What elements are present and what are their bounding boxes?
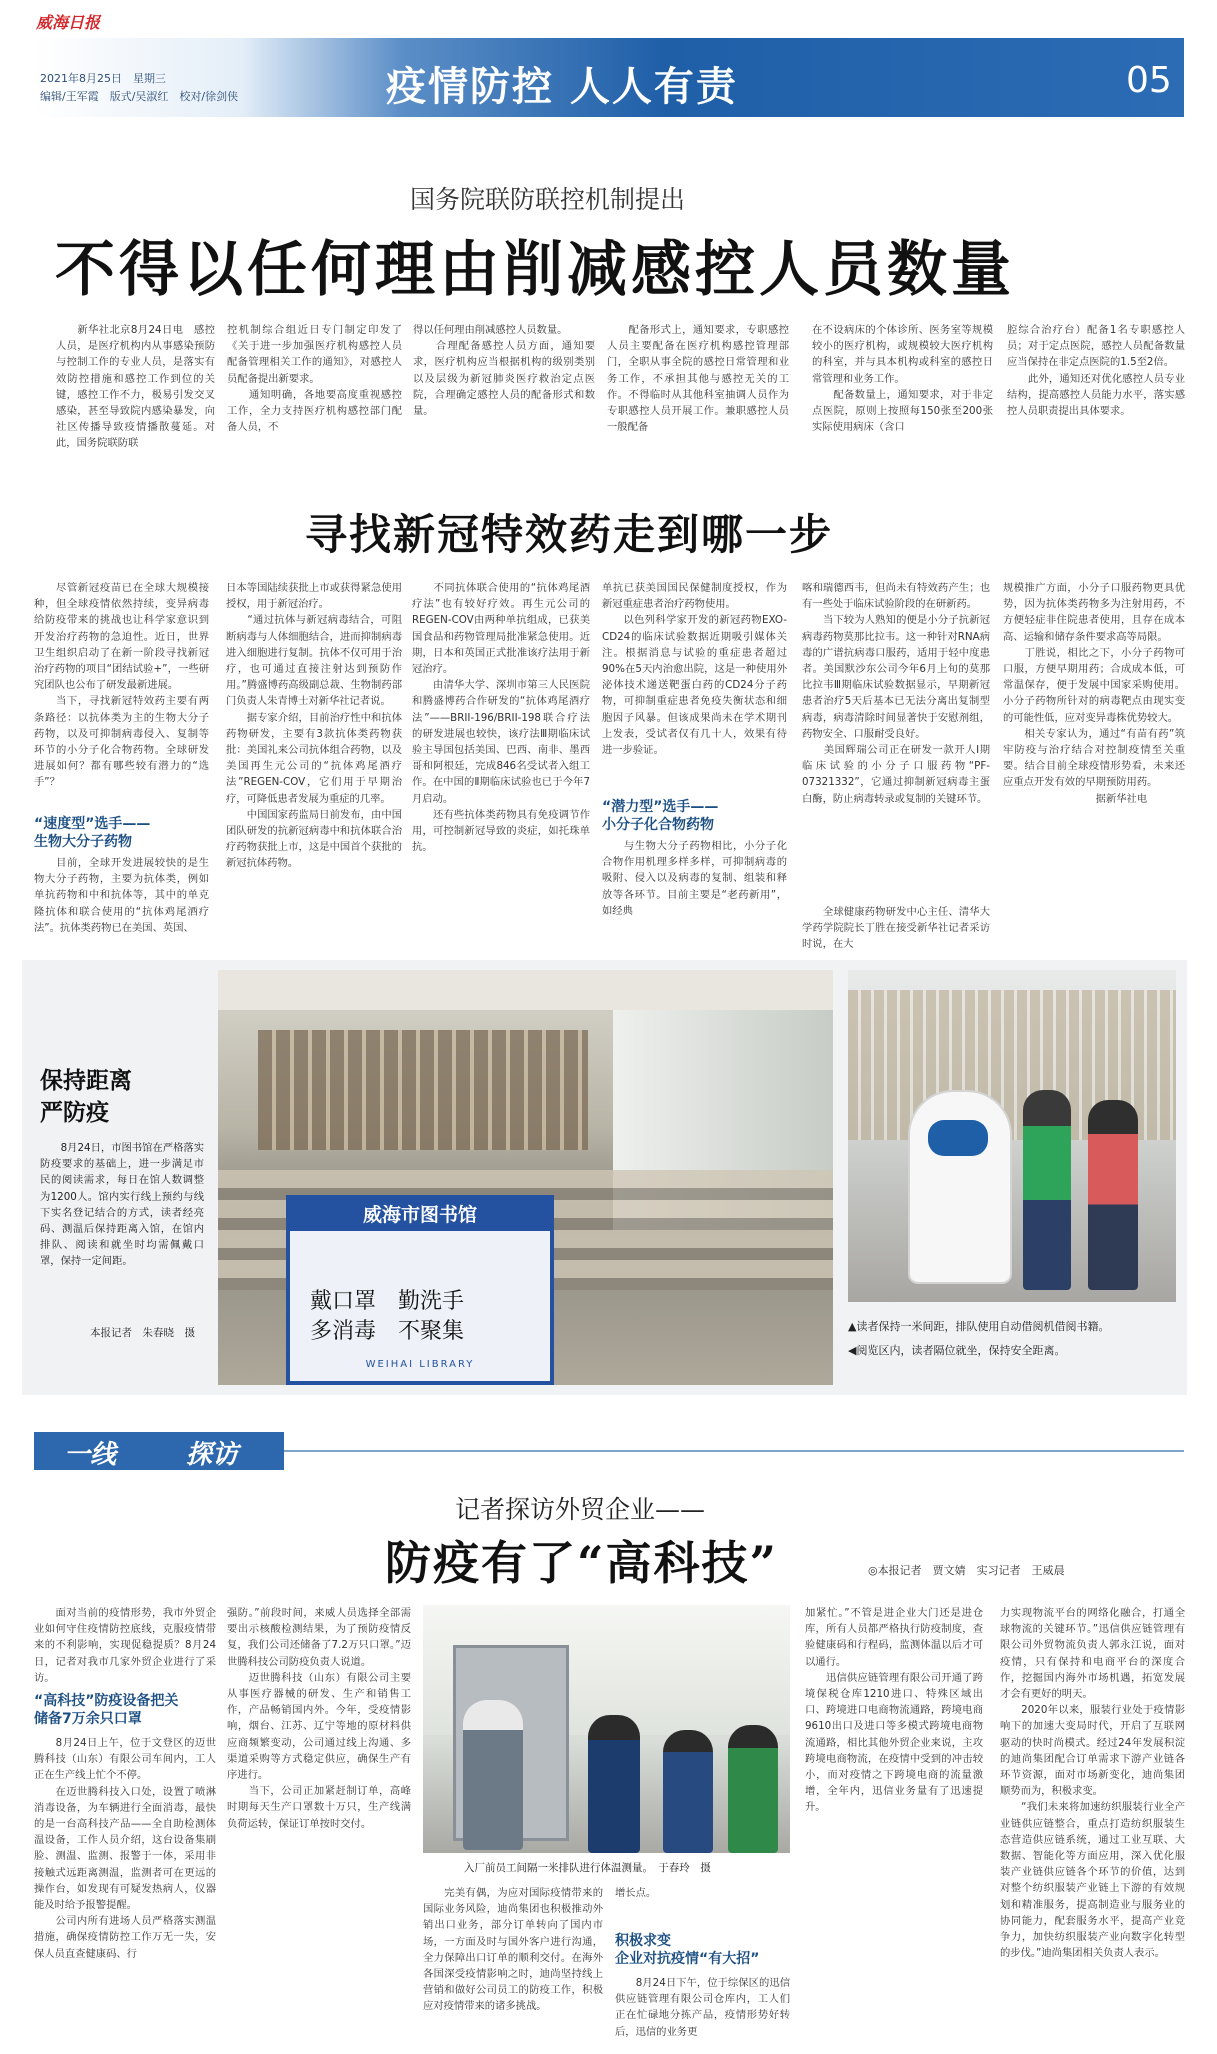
story3-col3-tail: 增长点。 (615, 1887, 657, 1899)
section-title: 疫情防控 人人有责 (386, 64, 738, 110)
story3-banner-b: 探访 (186, 1440, 239, 1470)
story2-col4: 单抗已获美国国民保健制度授权，作为新冠重症患者治疗药物使用。 以色列科学家开发的新冠药物EXO-CD24的临床试验数据近期吸引媒体关注。根据消息与试验的重症患者超过90%在5天内治愈出院，这是一种使用外泌体技术递送靶蛋白药的CD24分子药物，可抑制重症患者免疫失衡状态和细胞因子风暴。但该成果尚未在学术期刊上发表，受试者仅有几十人，效果有待进一步验证。 (602, 582, 787, 757)
story3-banner-rule (284, 1450, 1184, 1452)
story2-col5-tail: 全球健康药物研发中心主任、清华大学药学院院长丁胜在接受新华社记者采访时说，在大 (802, 906, 990, 951)
story3-col5: 力实现物流平台的网络化融合，打通全球物流的关键环节。”迅信供应链管理有限公司外贸物流负责人郭永江说，面对疫情，只有保持和电商平台的深度合作，挖掘国内海外市场机遇，拓宽发展才会有更好的明天。 2020年以来，服装行业处于疫情影响下的加速大变局时代，开启了互联网驱动的快时尚模式。经过24年发展积淀的迪尚集团配合订单需求下游产业链各环节资源，面对市场新变化，迪尚集团顺势而为，积极求变。 “我们未来将加速纺织服装行业全产业链供应链整合，重点打造纺织服装生态营造供应链系统，通过工业互联、大数据、智能化等方面应用，深入优化服装产业链供应链各个环节的价值，达到对整个纺织服装产业链上下游的有效规划和精准服务，提高制造业与服务业的协同能力，配套服务水平，提高产业竞争力，加快纺织服装产业向数字化转型的步伐。”迪尚集团相关负责人表示。 (1000, 1607, 1185, 1960)
story3-col3-top: 完美有偶，为应对国际疫情带来的国际业务风险，迪尚集团也积极推动外销出口业务，部分订单转向了国内市场，一方面及时与国外客户进行沟通，全力保障出口订单的顺利交付。在海外各国深受疫情影响之时，迪尚坚持线上营销和做好公司员工的防疫工作，积极应对疫情带来的诸多挑战。 (423, 1887, 603, 2013)
story2-col6: 规模推广方面，小分子口服药物更具优势，因为抗体类药物多为注射用药，不方便轻症非住院患者使用，且存在成本高、运输和储存条件要求高等局限。 丁胜说，相比之下，小分子药物可口服，方便早期用药；合成成本低，可常温保存，便于发展中国家采购使用。小分子药物所针对的病毒靶点由现实变的可能性低，应对变异毒株优势较大。 相关专家认为，通过“有苗有药”筑牢防疫与治疗结合对控制疫情至关重要。结合目前全球疫情形势看，未来还应重点开发有效的早期预防用药。 据新华社电 (1003, 582, 1185, 805)
story3-sub1 (34, 1692, 216, 1728)
robot-kiosk-face (928, 1120, 988, 1156)
story1-col1: 新华社北京8月24日电 感控人员，是医疗机构内从事感染预防与控制工作的专业人员，是落实有效防控措施和感控工作到位的关键，感控工作不力，极易引发交叉感染，甚至导致院内感染暴发，向社区传播导致疫情播散蔓延。对此，国务院联防联 (56, 324, 215, 450)
masthead-logo: 威海日报 (36, 13, 101, 32)
worker-figure-3 (728, 1725, 778, 1853)
story1-col2: 控机制综合组近日专门制定印发了《关于进一步加强医疗机构感控人员配备管理相关工作的通知》，对感控人员配备提出新要求。 通知明确，各地要高度重视感控工作，全力支持医疗机构感控部门配备人员，不 (227, 324, 402, 434)
story1-col4: 配备形式上，通知要求，专职感控人员主要配备在医疗机构感控管理部门，全职从事全院的感控日常管理和业务工作，不承担其他与感控无关的工作。不得临时从其他科室抽调人员作为专职感控人员开展工作。兼职感控人员一般配备 (607, 324, 789, 434)
story2-col5: 喀和瑞德西韦，但尚未有特效药产生；也有一些处于临床试验阶段的在研新药。 当下较为人熟知的便是小分子抗新冠病毒药物莫那比拉韦。这一种针对RNA病毒的广谱抗病毒口服药，适用于轻中度患者。美国默沙东公司今年6月上旬的莫那比拉韦Ⅲ期临床试验数据显示，早期新冠患者治疗5天后基本已无法分离出复制型病毒，病毒清除时间显著快于安慰剂组，药物安全、口服耐受良好。 美国辉瑞公司正在研发一款开人Ⅰ期临床试验的小分子口服药物“PF-07321332”，它通过抑制新冠病毒主蛋白酶，防止病毒转录或复制的关键环节。 (802, 582, 990, 805)
photo-story-headline (40, 1065, 132, 1129)
story3-sub1-b: 储备7万余只口罩 (34, 1711, 142, 1727)
library-reading-room-photo (218, 970, 833, 1385)
inspector-figure (463, 1700, 523, 1850)
library-sign-line1: 戴口罩 勤洗手 (310, 1289, 465, 1314)
ceiling-strip (218, 970, 833, 1010)
story2-sub2 (602, 798, 787, 834)
page-number: 05 (1126, 60, 1172, 101)
story2-headline: 寻找新冠特效药走到哪一步 (305, 510, 834, 559)
story3-col2: 强防。”前段时间，来威人员选择全部需要出示核酸检测结果，为了预防疫情反复，我们公司还储备了7.2万只口罩。”迈世腾科技公司防疫负责人说道。 迈世腾科技（山东）有限公司主要从事医疗器械的研发、生产和销售工作，产品畅销国内外。今年，受疫情影响，烟台、江苏、辽宁等地的原材料供应商频繁变动，公司通过线上沟通、多渠道采购等方式稳定供应，确保生产有序进行。 当下，公司正加紧赶制订单，高峰时期每天生产口罩数十万只，生产线满负荷运转，保证订单按时交付。 (227, 1607, 411, 1830)
story3-headline: 防疫有了“高科技” (385, 1536, 778, 1590)
story2-sub2-a: “潜力型”选手—— (602, 799, 719, 815)
story1-col3: 得以任何理由削减感控人员数量。 合理配备感控人员方面，通知要求，医疗机构应当根据机构的级别类别以及层级为新冠肺炎医疗救治定点医院，合理确定感控人员的配备形式和数量。 (413, 324, 595, 418)
library-sign-english: WEIHAI LIBRARY (365, 1359, 475, 1370)
bookshelves (258, 1030, 588, 1150)
story1-col6: 腔综合治疗台）配备1名专职感控人员；对于定点医院，感控人员配备数量应当保持在非定点医院的1.5至2倍。 此外，通知还对优化感控人员专业结构，提高感控人员能力水平，落实感控人员职责提出具体要求。 (1007, 324, 1185, 418)
library-sign-title: 威海市图书馆 (290, 1199, 550, 1231)
story2-col3: 不同抗体联合使用的“抗体鸡尾酒疗法”也有较好疗效。再生元公司的REGEN-COV由两种单抗组成，已获美国食品和药物管理局批准紧急使用。近期，日本和英国正式批准该疗法用于新冠治疗。 由清华大学、深圳市第三人民医院和腾盛博药合作研发的“抗体鸡尾酒疗法”——BRII-196/BRII-198联合疗法的研发进展也较快，该疗法Ⅲ期临床试验主导国包括美国、巴西、南非、墨西哥和阿根廷，完成846名受试者入组工作。在中国的Ⅱ期临床试验也已于今年7月启动。 还有些抗体类药物具有免疫调节作用，可控制新冠导致的炎症，如托珠单抗。 (412, 582, 590, 854)
story2-sub2-b: 小分子化合物药物 (602, 817, 714, 833)
story3-sub2-a: 积极求变 (615, 1933, 671, 1949)
reader-figure-1 (1023, 1090, 1071, 1290)
photo-caption-1: ▲读者保持一米间距，排队使用自动借阅机借阅书籍。 (848, 1320, 1110, 1333)
story3-col1: 面对当前的疫情形势，我市外贸企业如何守住疫情防控底线，克服疫情带来的不利影响，实现促稳提质？8月24日，记者对我市几家外贸企业进行了采访。 (34, 1607, 216, 1684)
worker-figure-1 (588, 1715, 640, 1853)
reader-figure-2 (1088, 1100, 1138, 1290)
worker-figure-2 (663, 1730, 713, 1853)
story1-headline: 不得以任何理由削减感控人员数量 (55, 235, 1015, 305)
story2-col1: 尽管新冠疫苗已在全球大规模接种，但全球疫情依然持续，变异病毒给防疫带来的挑战也让科学家意识到开发治疗药物的急迫性。近日，世界卫生组织启动了在新一阶段寻找新冠治疗药物的项目“团结试验+”，一些研究团队也公布了研发最新进展。 当下，寻找新冠特效药主要有两条路径：以抗体类为主的生物大分子药物，以及可抑制病毒侵入、复制等环节的小分子化合物药物。全球研发进展如何？都有哪些较有潜力的“选手”？ (34, 582, 209, 789)
masthead-staff: 编辑/王军霞 版式/吴淑红 校对/徐剑侠 (40, 90, 239, 103)
story2-sub2-text: 与生物大分子药物相比，小分子化合物作用机理多样多样，可抑制病毒的吸附、侵入以及病毒的复制、组装和释放等各环节。目前主要是“老药新用”，如经典 (602, 840, 787, 917)
story3-sub2-b: 企业对抗疫情“有大招” (615, 1951, 760, 1967)
story2-sub1-text: 目前，全球开发进展较快的是生物大分子药物，主要为抗体类，例如单抗药物和中和抗体等，其中的单克隆抗体和联合使用的“抗体鸡尾酒疗法”。抗体类药物已在美国、英国、 (34, 857, 209, 934)
story3-sub2 (615, 1932, 790, 1968)
photo-story-body: 8月24日，市图书馆在严格落实防疫要求的基础上，进一步满足市民的阅读需求，每日在馆人数调整为1200人。馆内实行线上预约与线下实名登记结合的方式，读者经亮码、测温后保持距离入馆，在馆内排队、阅读和就坐时均需佩戴口罩，保持一定间距。 (40, 1142, 204, 1268)
masthead (34, 10, 1184, 115)
story3-kicker: 记者探访外贸企业—— (455, 1495, 706, 1524)
masthead-date: 2021年8月25日 星期三 (40, 72, 166, 85)
photo-story-headline-b: 严防疫 (40, 1100, 109, 1126)
photo-story-credit: 本报记者 朱春晓 摄 (90, 1327, 195, 1339)
factory-photo-caption: 入厂前员工间隔一米排队进行体温测量。 于春玲 摄 (464, 1862, 711, 1874)
story1-kicker: 国务院联防联控机制提出 (410, 185, 686, 214)
self-service-kiosk-photo (848, 970, 1176, 1302)
library-sign-line2: 多消毒 不聚集 (310, 1319, 465, 1344)
story3-banner-a: 一线 (64, 1440, 117, 1470)
story3-col4: 加紧忙。”不管是进企业大门还是进仓库，所有人员都严格执行防疫制度，查验健康码和行程码，监测体温以后才可以通行。 迅信供应链管理有限公司开通了跨境保税仓库1210进口、特殊区域出口、跨境进口电商物流通路，跨境电商9610出口及进口等多模式跨境电商物流通路，相比其他外贸企业来说，主攻跨境电商物流，在疫情中受到的冲击较小，而对疫情之下跨境电商的流量激增，全年内，迅信业务量有了迅速提升。 (805, 1607, 983, 1814)
library-sign (286, 1195, 554, 1385)
story2-sub1-a: “速度型”选手—— (34, 816, 151, 832)
story1-col5: 在不设病床的个体诊所、医务室等规模较小的医疗机构，或规模较大医疗机构的科室，并与具本机构或科室的感控日常管理和业务工作。 配备数量上，通知要求，对于非定点医院，原则上按照每150张至200张实际使用病床（含口 (812, 324, 993, 434)
story3-sub1-a: “高科技”防疫设备把关 (34, 1693, 179, 1709)
story2-sub1-b: 生物大分子药物 (34, 834, 132, 850)
story3-byline: ◎本报记者 贾文婧 实习记者 王威晨 (868, 1564, 1065, 1577)
story2-sub1 (34, 815, 209, 851)
story2-col2: 日本等国陆续获批上市或获得紧急使用授权，用于新冠治疗。 “通过抗体与新冠病毒结合，可阻断病毒与人体细胞结合，进而抑制病毒进入细胞进行复制。抗体不仅可用于治疗，也可通过直接注射达到预防作用。”腾盛博药高级副总裁、生物制药部门负责人朱青博士对新华社记者说。 据专家介绍，目前治疗性中和抗体药物研发，主要有3款抗体类药物获批：美国礼来公司抗体组合药物，以及美国再生元公司的“抗体鸡尾酒疗法”REGEN-COV，它们用于早期治疗，可降低患者发展为重症的几率。 中国国家药监局日前发布，由中国团队研发的抗新冠病毒中和抗体联合治疗药物获批上市，这是中国首个获批的新冠抗体药物。 (226, 582, 402, 870)
photo-caption-2: ◀阅览区内，读者隔位就坐，保持安全距离。 (848, 1344, 1066, 1357)
photo-story-headline-a: 保持距离 (40, 1068, 132, 1094)
story3-banner (34, 1432, 284, 1470)
story3-sub2-text: 8月24日下午，位于综保区的迅信供应链管理有限公司仓库内，工人们正在忙碌地分拣产品，疫情形势好转后，迅信的业务更 (615, 1977, 790, 2038)
temperature-check-photo (423, 1605, 790, 1853)
story3-sub1-text: 8月24日上午，位于文登区的迈世腾科技（山东）有限公司车间内，工人正在生产线上忙个不停。 在迈世腾科技入口处，设置了喷淋消毒设备，为车辆进行全面消毒，最快的是一台高科技产品——全自助检测体温设备，工作人员介绍，这台设备集刷脸、测温、监测、报警于一体，采用非接触式远距离测温，监测者可在更远的操作台，如发现有可疑发热病人，仪器能及时给予报警提醒。 公司内所有进场人员严格落实测温措施，确保疫情防控工作万无一失，安保人员直查健康码、行 (34, 1737, 216, 1960)
